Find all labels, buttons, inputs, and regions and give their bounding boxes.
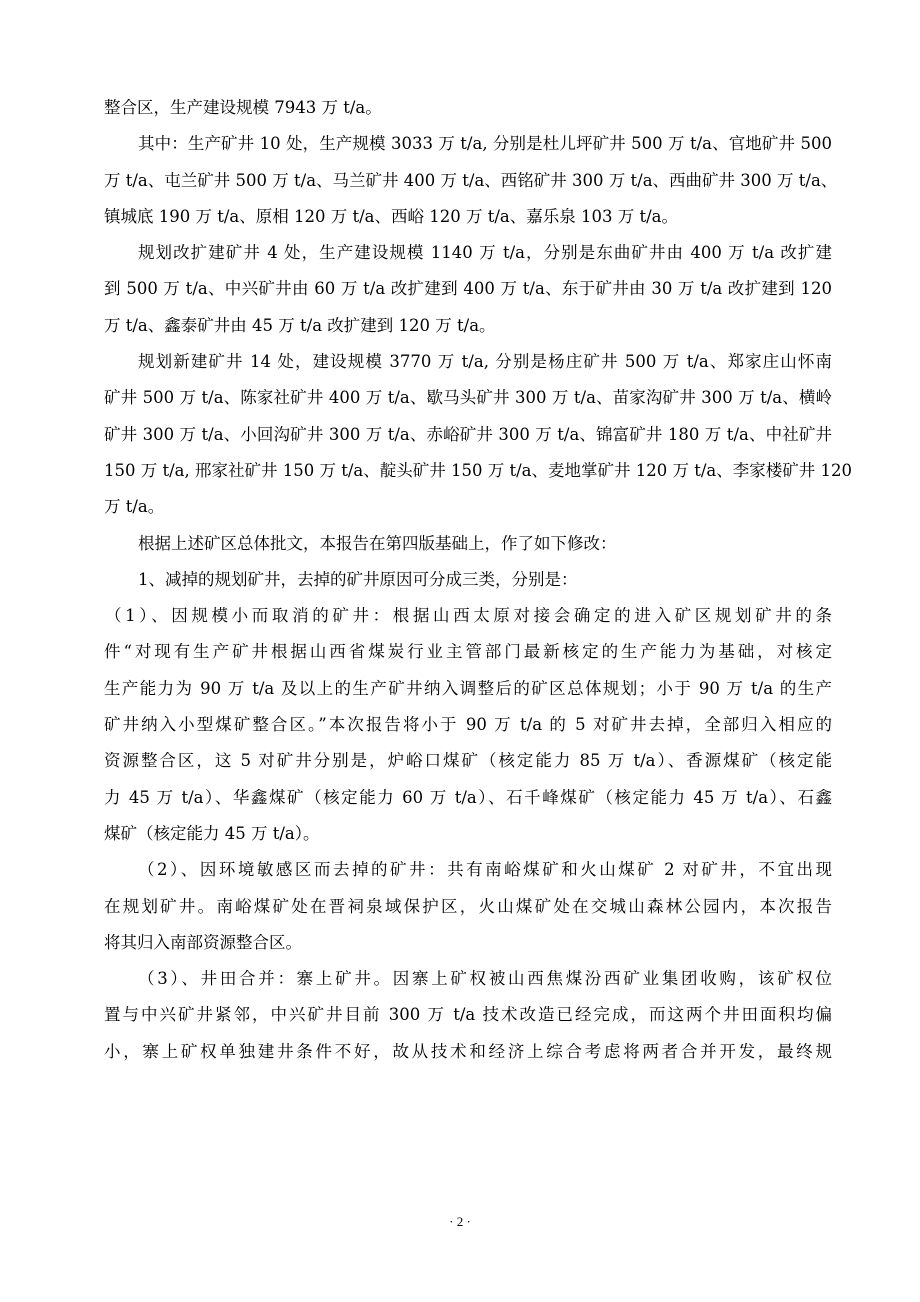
text-line: （2）、因环境敏感区而去掉的矿井：共有南峪煤矿和火山煤矿 2 对矿井，不宜出现 (138, 860, 832, 880)
body-text (104, 90, 853, 1070)
text-line: 件“对现有生产矿井根据山西省煤炭行业主管部门最新核定的生产能力为基础，对核定 (104, 642, 832, 662)
text-line: 整合区，生产建设规模 7943 万 t/a。 (104, 98, 382, 117)
text-line: 小，寨上矿权单独建井条件不好，故从技术和经济上综合考虑将两者合并开发，最终规 (104, 1041, 832, 1061)
text-line: 在规划矿井。南峪煤矿处在晋祠泉域保护区，火山煤矿处在交城山森林公园内，本次报告 (104, 896, 832, 916)
text-line: 其中：生产矿井 10 处，生产规模 3033 万 t/a, 分别是杜儿坪矿井 500 万 t/a、官地矿井 500 (138, 134, 832, 154)
text-line: 力 45 万 t/a）、华鑫煤矿（核定能力 60 万 t/a）、石千峰煤矿（核定能力 45 万 t/a）、石鑫 (104, 787, 832, 807)
text-line: 到 500 万 t/a、中兴矿井由 60 万 t/a 改扩建到 400 万 t/a、东于矿井由 30 万 t/a 改扩建到 120 (104, 279, 832, 299)
text-line: 根据上述矿区总体批文，本报告在第四版基础上，作了如下修改： (138, 533, 617, 553)
page-number: · 2 · (449, 1214, 471, 1229)
text-line: 1、减掉的规划矿井，去掉的矿井原因可分成三类，分别是： (138, 569, 578, 589)
text-line: 万 t/a。 (104, 497, 165, 517)
text-line: 矿井 300 万 t/a、小回沟矿井 300 万 t/a、赤峪矿井 300 万 t/a、锦富矿井 180 万 t/a、中社矿井 (104, 424, 832, 444)
text-line: 矿井 500 万 t/a、陈家社矿井 400 万 t/a、歇马头矿井 300 万 t/a、苗家沟矿井 300 万 t/a、横岭 (104, 388, 832, 408)
text-line: 生产能力为 90 万 t/a 及以上的生产矿井纳入调整后的矿区总体规划；小于 90 万 t/a 的生产 (104, 678, 832, 698)
text-line: 资源整合区，这 5 对矿井分别是，炉峪口煤矿（核定能力 85 万 t/a）、香源煤矿（核定能 (104, 751, 832, 771)
text-line: 150 万 t/a, 邢家社矿井 150 万 t/a、靛头矿井 150 万 t/a、麦地掌矿井 120 万 t/a、李家楼矿井 120 (104, 460, 853, 480)
text-line: 置与中兴矿井紧邻，中兴矿井目前 300 万 t/a 技术改造已经完成，而这两个井田面积均偏 (104, 1005, 832, 1025)
text-line: 将其归入南部资源整合区。 (104, 932, 302, 952)
text-line: 规划改扩建矿井 4 处，生产建设规模 1140 万 t/a，分别是东曲矿井由 400 万 t/a 改扩建 (138, 243, 832, 263)
text-line: 万 t/a、鑫泰矿井由 45 万 t/a 改扩建到 120 万 t/a。 (104, 315, 496, 335)
text-line: （1）、因规模小而取消的矿井：根据山西太原对接会确定的进入矿区规划矿井的条 (105, 606, 832, 626)
text-line: （3）、井田合并：寨上矿井。因寨上矿权被山西焦煤汾西矿业集团收购，该矿权位 (138, 969, 832, 989)
text-line: 煤矿（核定能力 45 万 t/a）。 (104, 823, 320, 843)
text-line: 规划新建矿井 14 处，建设规模 3770 万 t/a, 分别是杨庄矿井 500 万 t/a、郑家庄山怀南 (138, 352, 832, 372)
text-line: 镇城底 190 万 t/a、原相 120 万 t/a、西峪 120 万 t/a、嘉乐泉 103 万 t/a。 (104, 206, 679, 226)
text-line: 万 t/a、屯兰矿井 500 万 t/a、马兰矿井 400 万 t/a、西铭矿井 300 万 t/a、西曲矿井 300 万 t/a、 (104, 170, 838, 190)
text-line: 矿井纳入小型煤矿整合区。”本次报告将小于 90 万 t/a 的 5 对矿井去掉，全部归入相应的 (104, 715, 832, 735)
